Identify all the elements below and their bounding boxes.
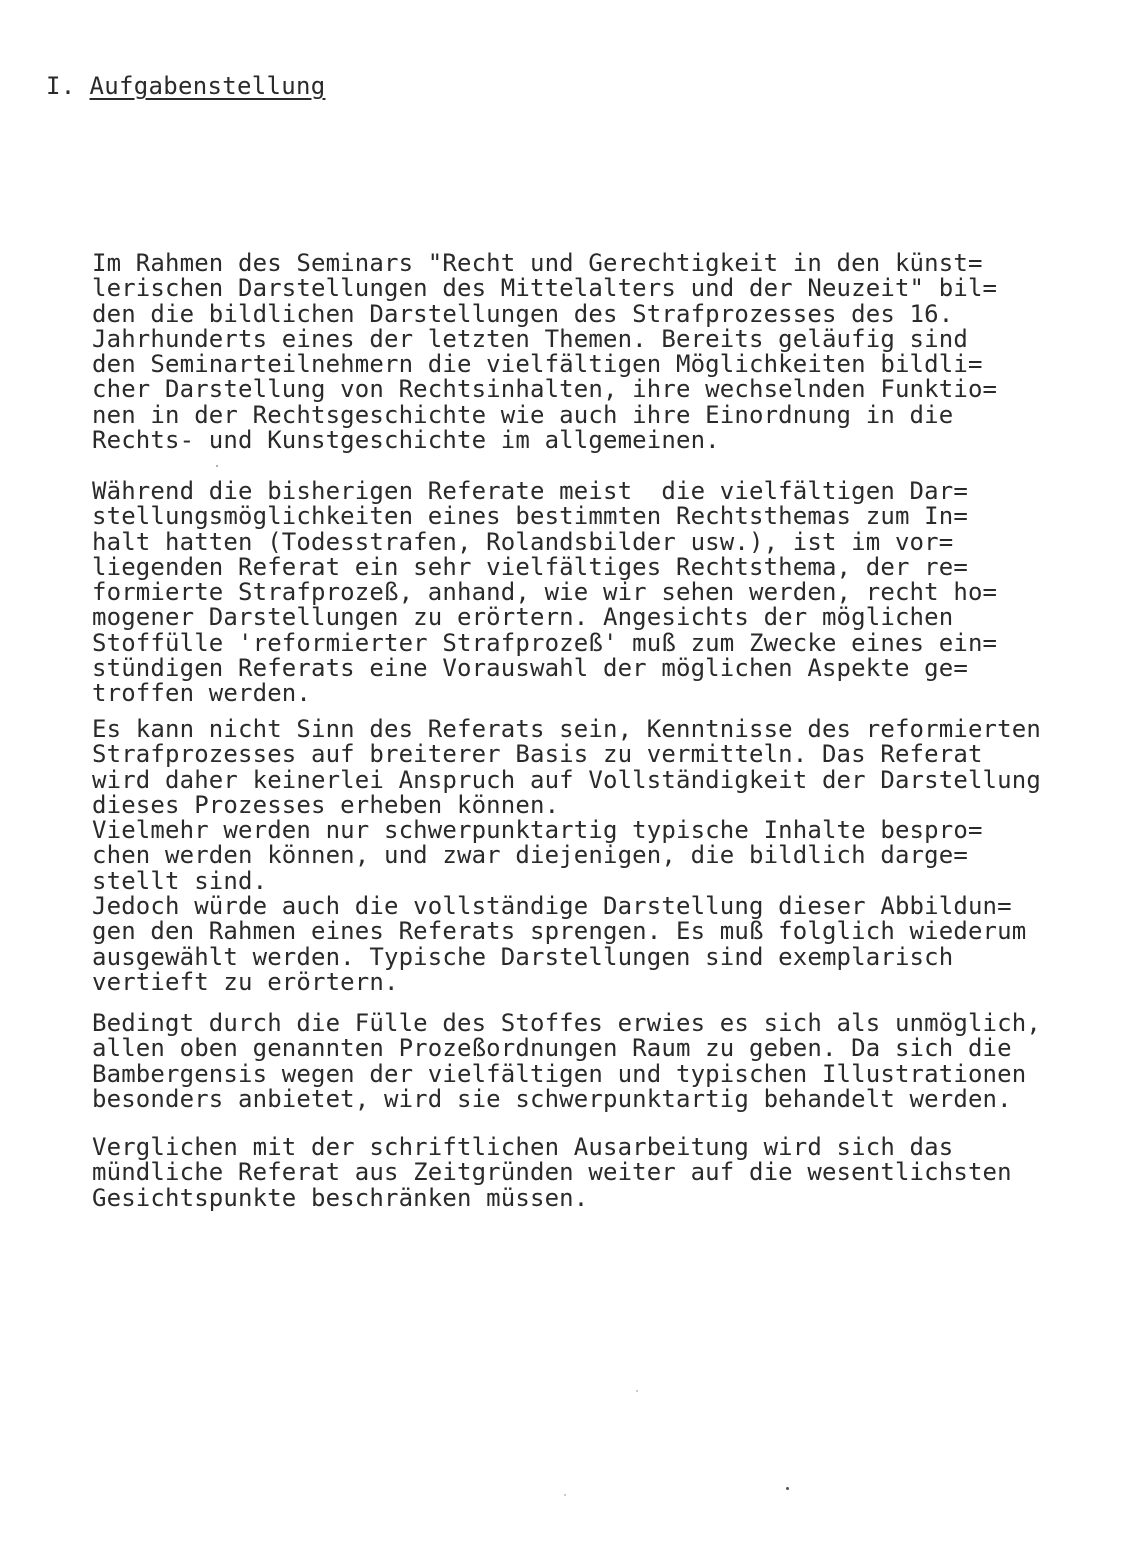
text-line: gen den Rahmen eines Referats sprengen. Es muß folglich wiederum	[92, 917, 1027, 946]
text-line: Stoffülle 'reformierter Strafprozeß' muß zum Zwecke eines ein=	[92, 628, 998, 657]
text-line: Jedoch würde auch die vollständige Darstellung dieser Abbildun=	[92, 892, 1012, 921]
text-line: besonders anbietet, wird sie schwerpunktartig behandelt werden.	[92, 1084, 1012, 1113]
text-line: halt hatten (Todesstrafen, Rolandsbilder usw.), ist im vor=	[92, 527, 954, 556]
text-line: den Seminarteilnehmern die vielfältigen Möglichkeiten bildli=	[92, 350, 983, 379]
text-line: Im Rahmen des Seminars "Recht und Gerechtigkeit in den künst=	[92, 249, 983, 277]
text-line: lerischen Darstellungen des Mittelalters und der Neuzeit" bil=	[92, 274, 998, 303]
paragraph-topic	[92, 479, 997, 707]
section-heading	[46, 72, 326, 100]
text-line: allen oben genannten Prozeßordnungen Raum zu geben. Da sich die	[92, 1034, 1012, 1063]
section-number: I.	[46, 72, 76, 100]
paper-speck	[636, 1390, 638, 1392]
text-line: Während die bisherigen Referate meist die vielfältigen Dar=	[92, 477, 968, 505]
text-line: Jahrhunderts eines der letzten Themen. Bereits geläufig sind	[92, 324, 968, 353]
paragraph-introduction	[92, 251, 997, 453]
text-line: formierte Strafprozeß, anhand, wie wir sehen werden, recht ho=	[92, 578, 998, 607]
text-line: Vielmehr werden nur schwerpunktartig typische Inhalte bespro=	[92, 816, 983, 845]
text-line: nen in der Rechtsgeschichte wie auch ihre Einordnung in die	[92, 400, 954, 429]
paragraph-scope	[92, 717, 1041, 995]
paper-speck	[786, 1487, 789, 1490]
text-line: wird daher keinerlei Anspruch auf Vollständigkeit der Darstellung	[92, 765, 1041, 794]
text-line: troffen werden.	[92, 679, 311, 708]
text-line: Gesichtspunkte beschränken müssen.	[92, 1183, 589, 1212]
text-line: Bedingt durch die Fülle des Stoffes erwies es sich als unmöglich,	[92, 1009, 1041, 1037]
text-line: mogener Darstellungen zu erörtern. Angesichts der möglichen	[92, 603, 954, 632]
text-line: Bambergensis wegen der vielfältigen und typischen Illustrationen	[92, 1059, 1027, 1088]
paragraph-bambergensis	[92, 1011, 1041, 1112]
text-line: Rechts- und Kunstgeschichte im allgemeinen.	[92, 426, 720, 455]
text-line: den die bildlichen Darstellungen des Strafprozesses des 16.	[92, 299, 954, 328]
text-line: liegenden Referat ein sehr vielfältiges Rechtsthema, der re=	[92, 552, 968, 581]
text-line: mündliche Referat aus Zeitgründen weiter auf die wesentlichsten	[92, 1158, 1012, 1187]
text-line: stündigen Referats eine Vorauswahl der möglichen Aspekte ge=	[92, 654, 968, 683]
text-line: ausgewählt werden. Typische Darstellungen sind exemplarisch	[92, 942, 954, 971]
paper-speck	[216, 465, 218, 467]
text-line: vertieft zu erörtern.	[92, 967, 399, 996]
paragraph-oral-presentation	[92, 1135, 1012, 1211]
text-line: chen werden können, und zwar diejenigen, die bildlich darge=	[92, 841, 968, 870]
text-line: stellungsmöglichkeiten eines bestimmten Rechtsthemas zum In=	[92, 502, 968, 531]
text-line: dieses Prozesses erheben können.	[92, 790, 560, 819]
text-line: cher Darstellung von Rechtsinhalten, ihre wechselnden Funktio=	[92, 375, 998, 404]
paper-speck	[564, 1494, 566, 1496]
text-line: Es kann nicht Sinn des Referats sein, Kenntnisse des reformierten	[92, 715, 1041, 743]
section-title: Aufgabenstellung	[89, 72, 326, 100]
text-line: Strafprozesses auf breiterer Basis zu vermitteln. Das Referat	[92, 740, 983, 769]
text-line: Verglichen mit der schriftlichen Ausarbeitung wird sich das	[92, 1133, 954, 1161]
text-line: stellt sind.	[92, 866, 268, 895]
